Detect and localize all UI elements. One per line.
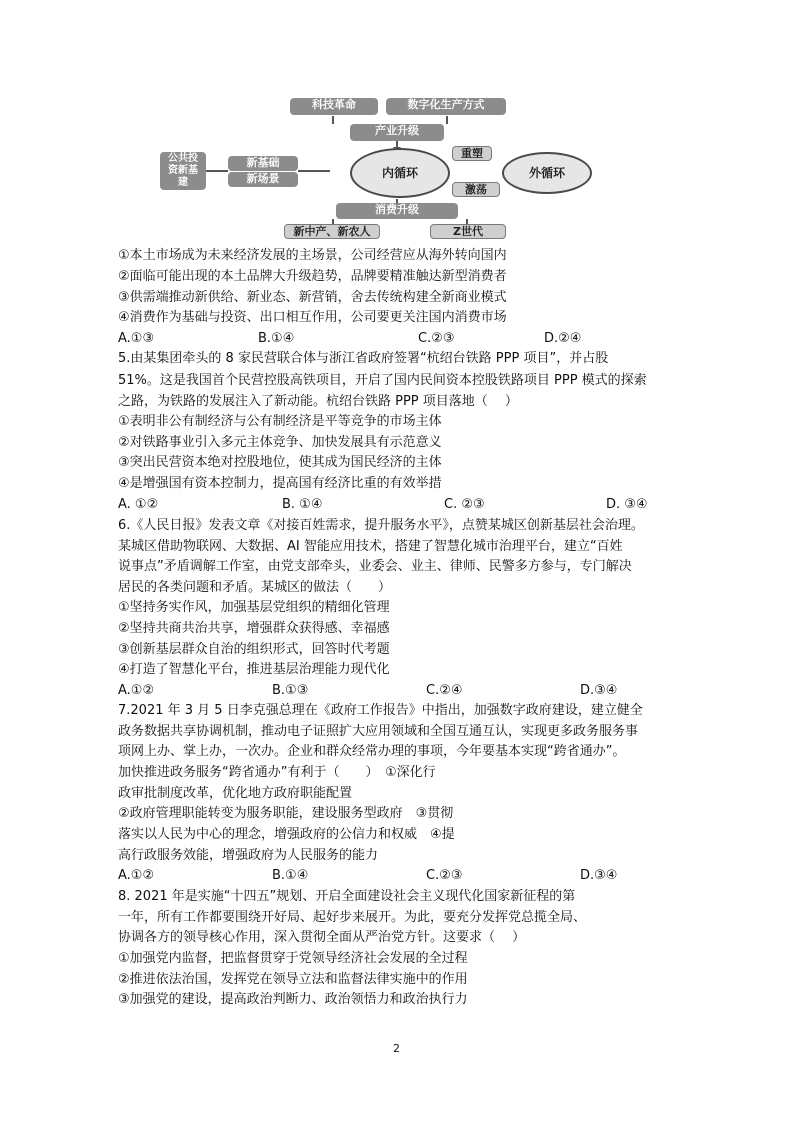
q6-option-d[interactable]: D.③④	[580, 683, 618, 698]
q5-option-d[interactable]: D. ③④	[606, 497, 648, 512]
page-number: 2	[393, 1042, 400, 1055]
diagram-box-industry-upgrade: 产业升级	[350, 124, 444, 141]
q5-option-b[interactable]: B. ①④	[282, 497, 323, 512]
diagram-inner-cycle	[350, 148, 450, 198]
q6-stem-line-4: 居民的各类问题和矛盾。某城区的做法（ ）	[118, 580, 392, 595]
q6-stem-line-1: 6.《人民日报》发表文章《对接百姓需求，提升服务水平》，点赞某城区创新基层社会治理。	[118, 518, 644, 533]
q5-item-1: ①表明非公有制经济与公有制经济是平等竞争的市场主体	[118, 414, 442, 429]
diagram-box-stimulate: 激荡	[452, 182, 500, 197]
q5-stem-line-2: 51%。这是我国首个民营控股高铁项目，开启了国内民间资本控股铁路项目 PPP 模式的探索	[118, 373, 647, 388]
q5-option-c[interactable]: C. ②③	[444, 497, 485, 512]
q4-option-b[interactable]: B.①④	[258, 331, 295, 346]
diagram-connector	[298, 170, 330, 172]
q7-option-d[interactable]: D.③④	[580, 868, 618, 883]
q6-item-1: ①坚持务实作风，加强基层党组织的精细化管理	[118, 600, 390, 615]
outer-cycle-label: 外循环	[528, 166, 565, 180]
q7-stem-line-6: ②政府管理职能转变为服务职能，建设服务型政府 ③贯彻	[118, 806, 454, 821]
diagram-arrow	[332, 116, 334, 124]
q7-stem-line-3: 项网上办、掌上办，一次办。企业和群众经常办理的事项，今年要基本实现“跨省通办”。	[118, 744, 626, 759]
diagram-box-tech-revolution: 科技革命	[290, 98, 378, 115]
q4-item-2: ②面临可能出现的本土品牌大升级趋势，品牌要精准触达新型消费者	[118, 269, 507, 284]
q4-item-4: ④消费作为基础与投资、出口相互作用，公司要更关注国内消费市场	[118, 310, 507, 325]
q6-stem-line-3: 说事点”矛盾调解工作室，由党支部牵头，业委会、业主、律师、民警多方参与，专门解决	[118, 559, 632, 574]
q7-stem-line-7: 落实以人民为中心的理念，增强政府的公信力和权威 ④提	[118, 827, 455, 842]
diagram-connector	[206, 170, 228, 172]
q8-stem-line-3: 协调各方的领导核心作用，深入贯彻全面从严治党方针。这要求（ ）	[118, 930, 526, 945]
q5-item-3: ③突出民营资本绝对控股地位，使其成为国民经济的主体	[118, 455, 442, 470]
q5-item-4: ④是增强国有资本控制力，提高国有经济比重的有效举措	[118, 476, 442, 491]
q4-item-3: ③供需端推动新供给、新业态、新营销，舍去传统构建全新商业模式	[118, 290, 507, 305]
diagram-box-new-scene: 新场景	[228, 172, 298, 187]
diagram-outer-cycle	[502, 152, 592, 194]
q4-option-c[interactable]: C.②③	[418, 331, 455, 346]
q6-option-b[interactable]: B.①③	[272, 683, 309, 698]
q6-item-2: ②坚持共商共治共享，增强群众获得感、幸福感	[118, 621, 390, 636]
diagram-box-new-infra: 新基础	[228, 156, 298, 171]
diagram-box-reshape: 重塑	[452, 146, 492, 161]
q7-stem-line-1: 7.2021 年 3 月 5 日李克强总理在《政府工作报告》中指出，加强数字政府建设，建立健全	[118, 703, 643, 718]
diagram-arrow	[446, 116, 448, 124]
q8-stem-line-2: 一年，所有工作都要围绕开好局、起好步来展开。为此，要充分发挥党总揽全局、	[118, 910, 587, 925]
q6-item-3: ③创新基层群众自治的组织形式，回答时代考题	[118, 642, 390, 657]
diagram-box-gen-z: Z世代	[430, 224, 506, 239]
q7-stem-line-4: 加快推进政务服务“跨省通办”有利于（ ） ①深化行	[118, 765, 436, 780]
q6-item-4: ④打造了智慧化平台，推进基层治理能力现代化	[118, 662, 390, 677]
q7-stem-line-8: 高行政服务效能，增强政府为人民服务的能力	[118, 848, 379, 863]
inner-cycle-label: 内循环	[381, 166, 418, 180]
q5-item-2: ②对铁路事业引入多元主体竞争、加快发展具有示范意义	[118, 435, 442, 450]
q8-item-1: ①加强党内监督，把监督贯穿于党领导经济社会发展的全过程	[118, 951, 468, 966]
diagram-box-new-middle-class: 新中产、新农人	[284, 224, 380, 239]
q6-option-c[interactable]: C.②④	[426, 683, 463, 698]
q7-option-a[interactable]: A.①②	[118, 868, 155, 883]
q6-option-a[interactable]: A.①②	[118, 683, 155, 698]
q7-stem-line-2: 政务数据共享协调机制，推动电子证照扩大应用领域和全国互通互认，实现更多政务服务事	[118, 724, 639, 739]
diagram-box-consumption-upgrade: 消费升级	[336, 203, 458, 219]
q8-stem-line-1: 8. 2021 年是实施“十四五”规划、开启全面建设社会主义现代化国家新征程的第	[118, 889, 576, 904]
q7-option-c[interactable]: C.②③	[426, 868, 463, 883]
diagram-box-digital-production: 数字化生产方式	[386, 98, 506, 115]
q8-item-2: ②推进依法治国，发挥党在领导立法和监督法律实施中的作用	[118, 972, 468, 987]
q7-stem-line-5: 政审批制度改革，优化地方政府职能配置	[118, 786, 353, 801]
q7-option-b[interactable]: B.①④	[272, 868, 309, 883]
q4-option-d[interactable]: D.②④	[544, 331, 582, 346]
q8-item-3: ③加强党的建设，提高政治判断力、政治领悟力和政治执行力	[118, 992, 468, 1007]
q5-option-a[interactable]: A. ①②	[118, 497, 159, 512]
q4-item-1: ①本土市场成为未来经济发展的主场景，公司经营应从海外转向国内	[118, 248, 507, 263]
q5-stem-line-1: 5.由某集团牵头的 8 家民营联合体与浙江省政府签署“杭绍台铁路 PPP 项目”，并占股	[118, 351, 609, 366]
q4-option-a[interactable]: A.①③	[118, 331, 155, 346]
q6-stem-line-2: 某城区借助物联网、大数据、AI 智能应用技术，搭建了智慧化城市治理平台，建立“百姓	[118, 539, 623, 554]
diagram-box-public-investment: 公共投资新基建	[160, 152, 206, 190]
q5-stem-line-3: 之路，为铁路的发展注入了新动能。杭绍台铁路 PPP 项目落地（ ）	[118, 394, 518, 409]
economy-cycle-diagram	[160, 90, 640, 240]
